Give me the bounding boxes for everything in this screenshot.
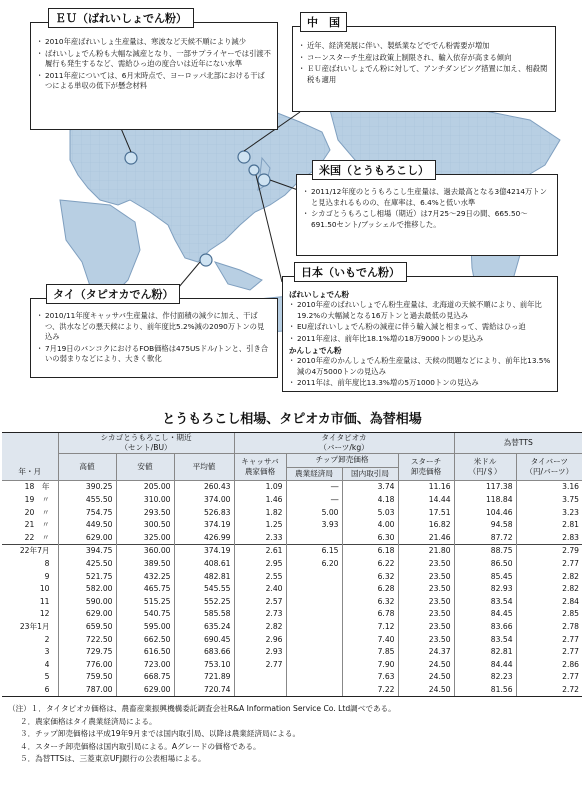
table-cell: 582.00	[58, 583, 116, 596]
thai-box	[30, 298, 278, 378]
table-row	[2, 506, 582, 519]
table-cell: 585.58	[174, 608, 234, 621]
thai-item: ・ 7月19日のバンコクにおけるFOB価格は475USドル/トンと、引き合いの弱まりなどにより、大きく軟化	[37, 344, 271, 365]
table-row	[2, 545, 582, 558]
table-cell: 455.50	[58, 494, 116, 507]
table-cell: 17.51	[398, 506, 454, 519]
table-cell: 720.74	[174, 684, 234, 697]
table-cell	[234, 684, 286, 697]
table-cell: 24.37	[398, 646, 454, 659]
notes	[8, 703, 578, 766]
table-cell: 2.57	[234, 596, 286, 609]
table-cell: 4.00	[342, 519, 398, 532]
header-year: 年・月	[2, 433, 58, 481]
table-cell: 629.00	[58, 608, 116, 621]
table-cell: 668.75	[116, 671, 174, 684]
japan-item: ・ EU産ばれいしょでん粉の減産に伴う輸入減と相まって、需給はひっ迫	[289, 322, 551, 333]
table-cell: 394.75	[58, 545, 116, 558]
table-cell	[286, 583, 342, 596]
table-cell: 629.00	[58, 532, 116, 545]
note: ３．チップ卸売価格は平成19年9月までは国内取引局、以降は農業経済局による。	[20, 729, 301, 739]
table-row	[2, 519, 582, 532]
table-cell: 94.58	[454, 519, 516, 532]
table-cell: 4.18	[342, 494, 398, 507]
table-row	[2, 684, 582, 697]
table-cell: 2.82	[234, 621, 286, 634]
row-label: 5	[44, 672, 50, 682]
table-cell: 2.78	[516, 621, 582, 634]
table-cell: 759.50	[58, 671, 116, 684]
table-cell: 1.46	[234, 494, 286, 507]
japan-sub-sweetpotato: かんしょでん粉	[289, 346, 342, 355]
table-cell: 722.50	[58, 633, 116, 646]
table-cell	[286, 532, 342, 545]
table-cell: 83.66	[454, 621, 516, 634]
usa-item: ・ 2011/12年度のとうもろこし生産量は、過去最高となる3億4214万トンと見込まれるものの、在庫率は、6.4%と低い水準	[303, 187, 551, 208]
table-cell: 3.74	[342, 481, 398, 494]
table-cell: ―	[286, 481, 342, 494]
table-row	[2, 481, 582, 494]
table-title: とうもろこし相場、タピオカ市価、為替相場	[162, 412, 422, 427]
table-cell	[286, 646, 342, 659]
table-cell: 374.19	[174, 545, 234, 558]
table-cell: 1.82	[234, 506, 286, 519]
table-row	[2, 608, 582, 621]
table-cell: 23.50	[398, 608, 454, 621]
table-cell: 2.72	[516, 684, 582, 697]
table-cell: 2.33	[234, 532, 286, 545]
table-cell: 83.54	[454, 596, 516, 609]
table-cell	[286, 596, 342, 609]
table-cell: 23.50	[398, 596, 454, 609]
world-map-infographic	[0, 0, 584, 392]
table-cell: 16.82	[398, 519, 454, 532]
table-cell: 24.50	[398, 671, 454, 684]
row-label: 2	[44, 634, 50, 644]
table-cell: 729.75	[58, 646, 116, 659]
usa-item: ・ シカゴとうもろこし相場（期近）は7月25～29日の間、665.50～691.50セント/ブッシェルで推移した。	[303, 209, 551, 230]
thai-marker	[200, 254, 212, 266]
china-title: 中 国	[300, 12, 347, 32]
table-cell: 776.00	[58, 659, 116, 672]
table-cell: 2.82	[516, 570, 582, 583]
table-cell: 659.50	[58, 621, 116, 634]
table-cell: 590.00	[58, 596, 116, 609]
row-label: 23年1月	[19, 622, 50, 632]
table-cell: 1.25	[234, 519, 286, 532]
row-label: 22 〃	[24, 532, 50, 542]
table-cell: 2.77	[516, 558, 582, 571]
row-label: 4	[44, 659, 50, 669]
eu-item: ・ 2010年産ばれいしょ生産量は、寒波など天候不順により減少	[37, 37, 271, 48]
header-chip-dom: 国内取引局	[342, 467, 398, 481]
table-cell: 2.85	[516, 608, 582, 621]
table-cell: 21.80	[398, 545, 454, 558]
table-cell: 86.50	[454, 558, 516, 571]
header-low: 安値	[116, 454, 174, 481]
japan-title: 日本（いもでん粉）	[294, 262, 407, 282]
table-cell: 6.32	[342, 596, 398, 609]
table-cell: 389.50	[116, 558, 174, 571]
table-cell: 7.40	[342, 633, 398, 646]
note: ４．スターチ卸売価格は国内取引局による。Aグレードの価格である。	[20, 741, 261, 751]
table-cell: 2.73	[234, 608, 286, 621]
table-row	[2, 633, 582, 646]
table-cell: 2.77	[516, 633, 582, 646]
row-label: 8	[44, 559, 50, 569]
table-cell: 310.00	[116, 494, 174, 507]
table-cell: 3.75	[516, 494, 582, 507]
eu-list	[31, 23, 277, 92]
table-cell: 6.22	[342, 558, 398, 571]
row-label: 18 年	[24, 482, 50, 492]
table-cell: 2.55	[234, 570, 286, 583]
table-cell: 2.83	[516, 532, 582, 545]
row-label: 20 〃	[24, 507, 50, 517]
eu-item: ・ ばれいしょでん粉も大幅な減産となり、一部サプライヤーでは引渡不履行も発生するなど、需給ひっ迫の度合いは近年にない水準	[37, 49, 271, 70]
table-cell: 23.50	[398, 583, 454, 596]
table-cell: 408.61	[174, 558, 234, 571]
header-tts: 為替TTS	[454, 433, 582, 454]
china-list	[293, 27, 555, 85]
table-cell: 2.77	[516, 646, 582, 659]
japan-list-sweetpotato	[289, 356, 551, 389]
table-cell: 7.63	[342, 671, 398, 684]
table-cell: 7.12	[342, 621, 398, 634]
table-cell: 325.00	[116, 532, 174, 545]
table-cell: 84.44	[454, 659, 516, 672]
header-starch: スターチ 卸売価格	[398, 454, 454, 481]
table-row	[2, 494, 582, 507]
eu-marker	[125, 152, 137, 164]
table-cell: 11.16	[398, 481, 454, 494]
table-cell: 2.40	[234, 583, 286, 596]
table-cell: 6.28	[342, 583, 398, 596]
table-cell: 82.23	[454, 671, 516, 684]
table-cell: 23.50	[398, 633, 454, 646]
thai-title: タイ（タピオカでん粉）	[46, 284, 180, 304]
china-item: ・ ＥＵ産ばれいしょでん粉に対して、アンチダンピング措置に加え、相殺関税も適用	[299, 64, 549, 85]
row-label: 19 〃	[24, 495, 50, 505]
table-cell: 753.10	[174, 659, 234, 672]
header-tapioca: タイタピオカ （バーツ/kg）	[234, 433, 454, 454]
usa-list	[297, 175, 557, 230]
table-cell: 6.20	[286, 558, 342, 571]
table-cell: 23.50	[398, 558, 454, 571]
table-row	[2, 646, 582, 659]
table-cell: 260.43	[174, 481, 234, 494]
table-cell: 426.99	[174, 532, 234, 545]
usa-marker	[258, 174, 270, 186]
table-cell: 81.56	[454, 684, 516, 697]
row-label: 9	[44, 571, 50, 581]
table-cell: 2.81	[516, 519, 582, 532]
table-cell: 3.16	[516, 481, 582, 494]
usa-box	[296, 174, 558, 256]
row-label: 21 〃	[24, 520, 50, 530]
table-cell: 526.83	[174, 506, 234, 519]
table-cell: 595.00	[116, 621, 174, 634]
header-chip-farm: 農業経済局	[286, 467, 342, 481]
table-cell: 300.50	[116, 519, 174, 532]
row-label: 10	[39, 584, 50, 594]
table-cell: 6.15	[286, 545, 342, 558]
header-baht: タイバーツ （円/バーツ）	[516, 454, 582, 481]
table-cell: 84.45	[454, 608, 516, 621]
table-cell: 6.18	[342, 545, 398, 558]
table-cell	[286, 659, 342, 672]
table-cell: 515.25	[116, 596, 174, 609]
market-table	[2, 432, 582, 697]
table-cell: 7.90	[342, 659, 398, 672]
table-cell: 3.93	[286, 519, 342, 532]
table-cell: 721.89	[174, 671, 234, 684]
eu-item: ・ 2011年産については、6月末時点で、ヨーロッパ北部における干ばつによる単収の低下が懸念材料	[37, 71, 271, 92]
row-label: 11	[39, 596, 50, 606]
table-cell: 723.00	[116, 659, 174, 672]
table-cell: 2.82	[516, 583, 582, 596]
table-cell	[286, 608, 342, 621]
table-cell: 425.50	[58, 558, 116, 571]
header-cassava: キャッサバ 農家価格	[234, 454, 286, 481]
japan-marker	[249, 165, 259, 175]
table-cell: 5.00	[286, 506, 342, 519]
table-row	[2, 596, 582, 609]
header-high: 高値	[58, 454, 116, 481]
table-row	[2, 570, 582, 583]
table-cell: 616.50	[116, 646, 174, 659]
table-cell: 683.66	[174, 646, 234, 659]
japan-item: ・ 2010年産のかんしょでん粉生産量は、天候の問題などにより、前年比13.5%減の4万5000トンの見込み	[289, 356, 551, 377]
thai-item: ・ 2010/11年度キャッサバ生産量は、作付面積の減少に加え、干ばつ、洪水などの悪天候により、前年度比5.2%減の2090万トンの見込み	[37, 311, 271, 343]
header-usd: 米ドル （円/＄）	[454, 454, 516, 481]
table-cell: 635.24	[174, 621, 234, 634]
table-cell: 552.25	[174, 596, 234, 609]
china-item: ・ コーンスターチ生産は政策上制限され、輸入依存が高まる傾向	[299, 53, 549, 64]
table-cell: ―	[286, 494, 342, 507]
table-cell	[286, 570, 342, 583]
table-cell: 6.78	[342, 608, 398, 621]
table-cell: 293.50	[116, 506, 174, 519]
table-cell	[234, 671, 286, 684]
table-cell: 1.09	[234, 481, 286, 494]
table-cell: 465.75	[116, 583, 174, 596]
table-row	[2, 583, 582, 596]
table-cell: 82.93	[454, 583, 516, 596]
table-cell: 2.61	[234, 545, 286, 558]
table-cell: 662.50	[116, 633, 174, 646]
table-row	[2, 671, 582, 684]
table-cell: 82.81	[454, 646, 516, 659]
table-cell	[286, 633, 342, 646]
table-cell: 540.75	[116, 608, 174, 621]
eu-title: ＥＵ（ばれいしょでん粉）	[48, 8, 194, 28]
table-cell: 21.46	[398, 532, 454, 545]
sea-landmass	[215, 262, 262, 290]
table-cell: 6.32	[342, 570, 398, 583]
table-cell: 2.84	[516, 596, 582, 609]
table-cell: 87.72	[454, 532, 516, 545]
table-row	[2, 621, 582, 634]
table-body	[2, 481, 582, 697]
table-cell: 2.96	[234, 633, 286, 646]
japan-sub-potato: ばれいしょでん粉	[289, 290, 349, 299]
table-cell: 117.38	[454, 481, 516, 494]
table-cell: 5.03	[342, 506, 398, 519]
table-cell: 432.25	[116, 570, 174, 583]
table-cell: 521.75	[58, 570, 116, 583]
table-cell: 2.79	[516, 545, 582, 558]
table-cell	[286, 684, 342, 697]
table-cell: 545.55	[174, 583, 234, 596]
table-cell: 24.50	[398, 659, 454, 672]
table-cell: 2.93	[234, 646, 286, 659]
table-cell: 23.50	[398, 570, 454, 583]
table-cell: 629.00	[116, 684, 174, 697]
table-cell: 118.84	[454, 494, 516, 507]
table-cell: 24.50	[398, 684, 454, 697]
table-cell: 2.77	[234, 659, 286, 672]
table-cell: 482.81	[174, 570, 234, 583]
china-item: ・ 近年、経済発展に伴い、製紙業などででん粉需要が増加	[299, 41, 549, 52]
table-cell: 2.95	[234, 558, 286, 571]
row-label: 6	[2, 684, 58, 697]
table-row	[2, 558, 582, 571]
japan-list-potato	[289, 300, 551, 344]
china-box	[292, 26, 556, 112]
header-avg: 平均値	[174, 454, 234, 481]
table-cell: 14.44	[398, 494, 454, 507]
table-cell	[286, 621, 342, 634]
table-cell: 7.85	[342, 646, 398, 659]
table-cell: 2.86	[516, 659, 582, 672]
table-cell: 374.00	[174, 494, 234, 507]
china-marker	[238, 151, 250, 163]
usa-title: 米国（とうもろこし）	[312, 160, 436, 180]
japan-item: ・ 2011年産は、前年比18.1%増の18万9000トンの見込み	[289, 334, 551, 345]
row-label: 22年7月	[2, 545, 58, 558]
table-row	[2, 659, 582, 672]
table-cell: 2.77	[516, 671, 582, 684]
table-row	[2, 532, 582, 545]
table-cell: 449.50	[58, 519, 116, 532]
table-cell: 360.00	[116, 545, 174, 558]
thai-list	[31, 299, 277, 365]
table-cell: 7.22	[342, 684, 398, 697]
header-chicago: シカゴとうもろこし・期近 （セント/BU）	[58, 433, 234, 454]
table-cell: 6.30	[342, 532, 398, 545]
table-cell: 754.75	[58, 506, 116, 519]
note: （注）１．タイタピオカ価格は、農畜産業振興機構委託調査会社R&A Information Service Co. Ltd調べである。	[8, 704, 396, 713]
header-chip: チップ卸売価格	[286, 454, 398, 468]
table-cell	[286, 671, 342, 684]
eu-box	[30, 22, 278, 130]
japan-box	[282, 276, 558, 392]
table-cell: 3.23	[516, 506, 582, 519]
table-cell: 104.46	[454, 506, 516, 519]
row-label: 3	[44, 647, 50, 657]
row-label: 12	[39, 609, 50, 619]
table-cell: 787.00	[58, 684, 116, 697]
table-cell: 374.19	[174, 519, 234, 532]
table-cell: 83.54	[454, 633, 516, 646]
table-cell: 390.25	[58, 481, 116, 494]
table-cell: 23.50	[398, 621, 454, 634]
table-cell: 85.45	[454, 570, 516, 583]
table-cell: 88.75	[454, 545, 516, 558]
note: ２．農家価格はタイ農業経済局による。	[20, 716, 157, 726]
note: ５．為替TTSは、三菱東京UFJ銀行の公表相場による。	[20, 754, 206, 764]
table-cell: 205.00	[116, 481, 174, 494]
japan-item: ・ 2011年は、前年度比13.3%増の5万1000トンの見込み	[289, 378, 551, 389]
table-cell: 690.45	[174, 633, 234, 646]
japan-item: ・ 2010年産のばれいしょでん粉生産量は、北海道の天候不順により、前年比19.2%の大幅減となる16万トンと過去最低の見込み	[289, 300, 551, 321]
